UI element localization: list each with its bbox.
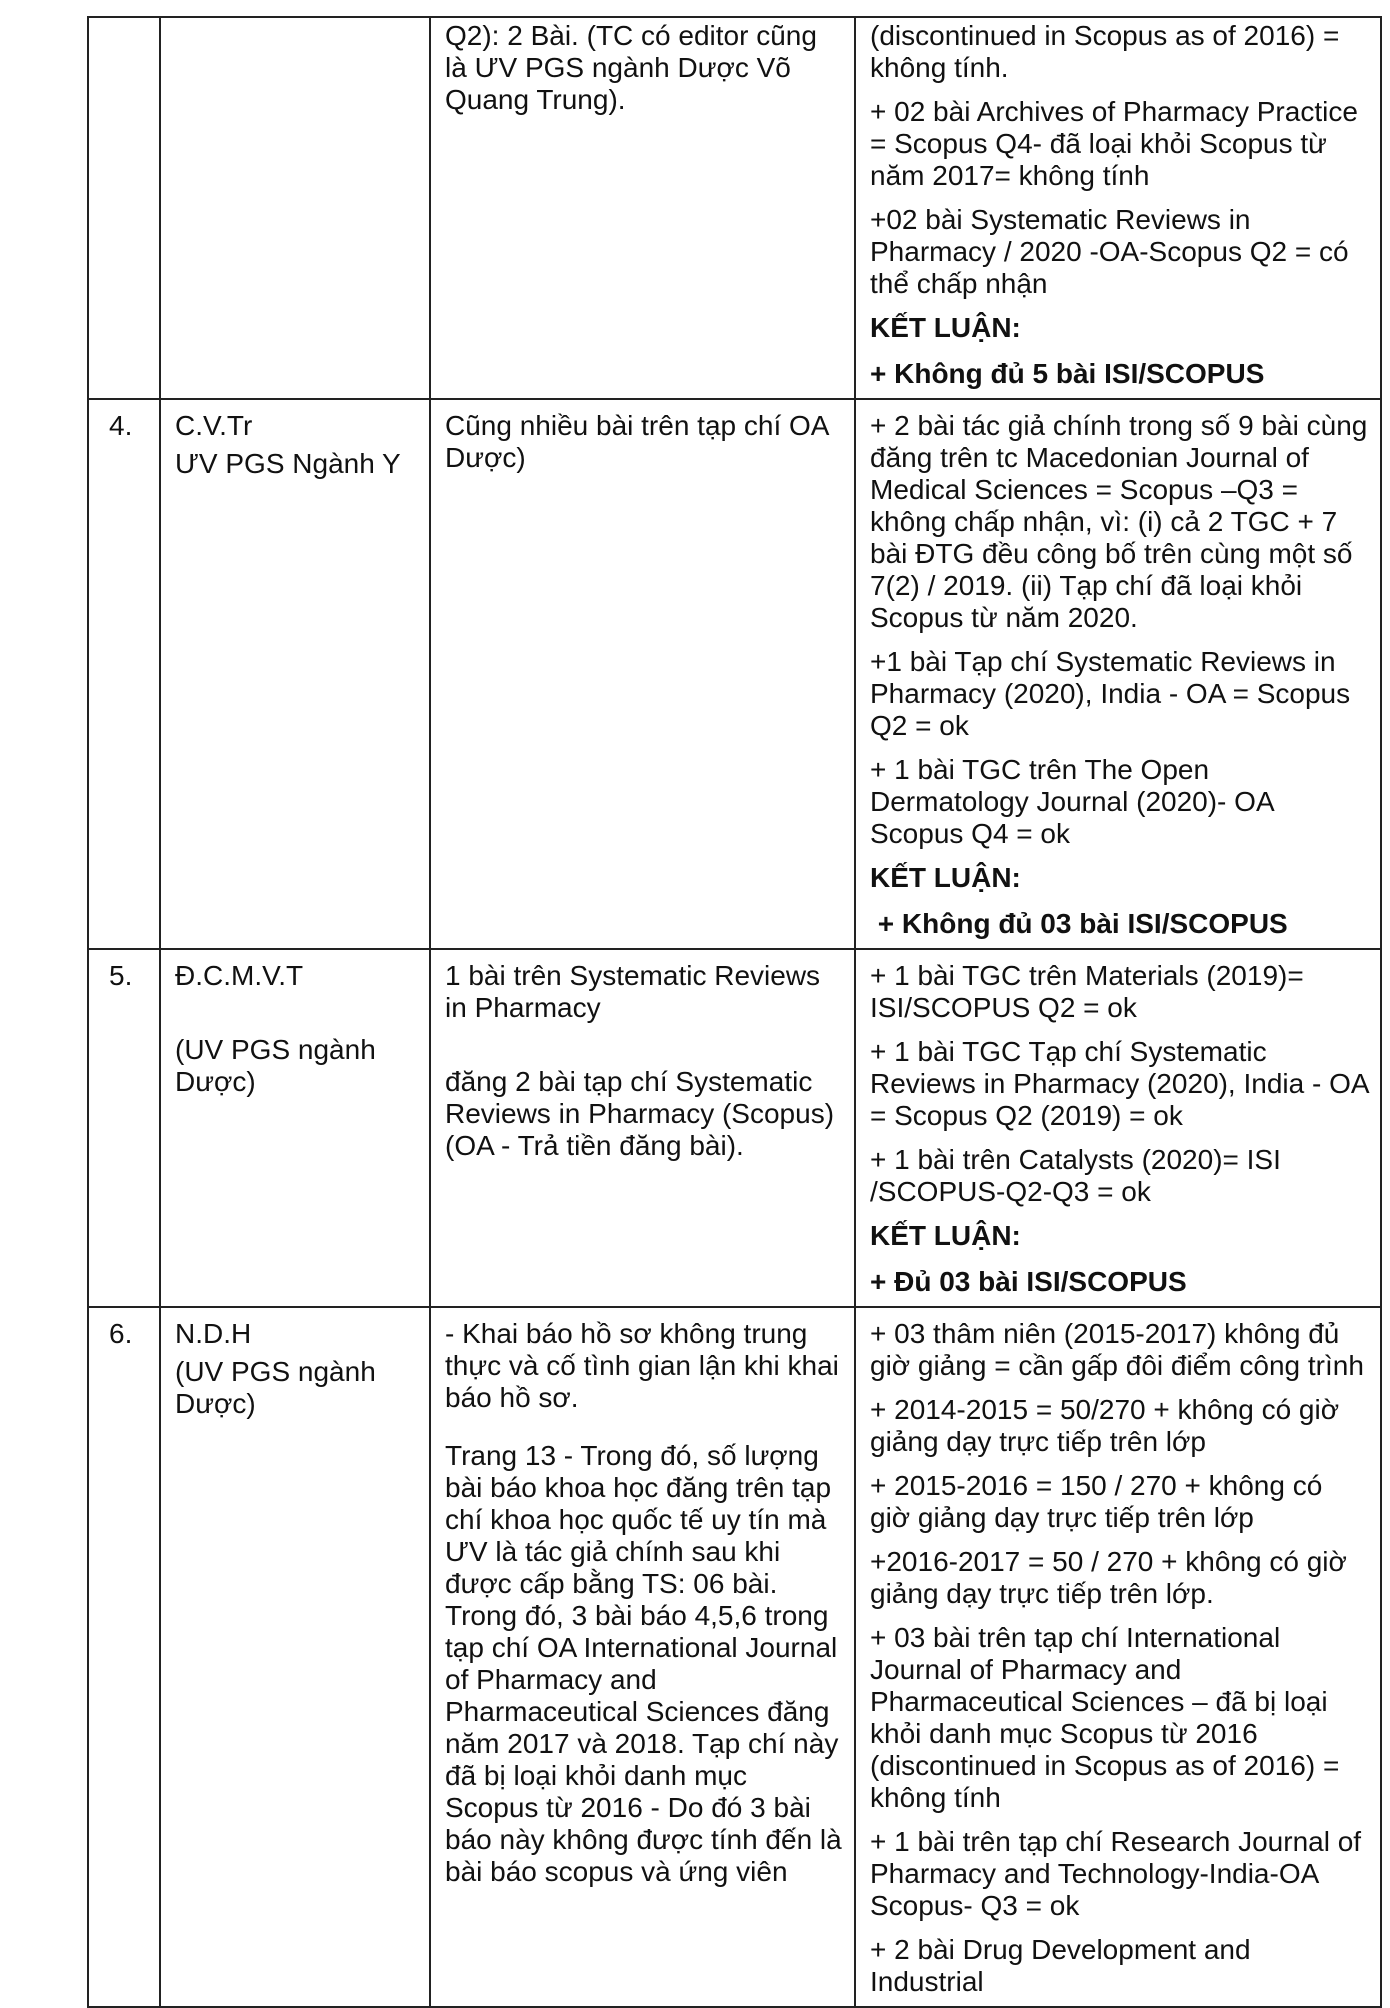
conclusion-text: + Không đủ 03 bài ISI/SCOPUS	[870, 908, 1288, 939]
conclusion-label: KẾT LUẬN:	[870, 862, 1021, 893]
candidate-code: C.V.Tr	[175, 410, 253, 441]
note-text: Cũng nhiều bài trên tạp chí OA Dược)	[445, 410, 828, 473]
evaluation-item: + 1 bài TGC Tạp chí Systematic Reviews in Pharmacy (2020), India - OA = Scopus Q2 (2019) = ok	[870, 1036, 1368, 1131]
candidate-cell	[160, 1307, 430, 2007]
candidate-cell	[160, 949, 430, 1307]
evaluation-cell	[855, 399, 1381, 949]
candidate-cell	[160, 399, 430, 949]
table-row	[88, 17, 1381, 399]
conclusion-text: + Không đủ 5 bài ISI/SCOPUS	[870, 358, 1265, 389]
evaluation-item: + 03 thâm niên (2015-2017) không đủ giờ giảng = cần gấp đôi điểm công trình	[870, 1318, 1364, 1381]
note-cell	[430, 399, 855, 949]
evaluation-item: + 2 bài tác giả chính trong số 9 bài cùng đăng trên tc Macedonian Journal of Medical Sciences = Scopus –Q3 = không chấp nhận, vì: (i) cả 2 TGC + 7 bài ĐTG đều công bố trên cùng một số 7(2) / 2019. (ii) Tạp chí đã loại khỏi Scopus từ năm 2020.	[870, 410, 1368, 633]
row-number: 5.	[109, 960, 133, 991]
row-number-cell	[88, 949, 160, 1307]
conclusion-text: + Đủ 03 bài ISI/SCOPUS	[870, 1266, 1187, 1297]
note-cell	[430, 17, 855, 399]
candidate-role: ƯV PGS Ngành Y	[175, 448, 401, 479]
evaluation-cell	[855, 17, 1381, 399]
row-number-cell	[88, 17, 160, 399]
row-number-cell	[88, 1307, 160, 2007]
row-number-cell	[88, 399, 160, 949]
evaluation-item: + 03 bài trên tạp chí International Journal of Pharmacy and Pharmaceutical Sciences – đã bị loại khỏi danh mục Scopus từ 2016 (discontinued in Scopus as of 2016) = không tính	[870, 1622, 1340, 1813]
evaluation-item: + 2 bài Drug Development and Industrial	[870, 1934, 1251, 1997]
note-text: - Khai báo hồ sơ không trung thực và cố tình gian lận khi khai báo hồ sơ.	[445, 1318, 839, 1413]
evaluation-item: + 1 bài TGC trên The Open Dermatology Journal (2020)- OA Scopus Q4 = ok	[870, 754, 1274, 849]
table-row	[88, 1307, 1381, 2007]
note-cell	[430, 949, 855, 1307]
evaluation-item: +2016-2017 = 50 / 270 + không có giờ giảng dạy trực tiếp trên lớp.	[870, 1546, 1347, 1609]
conclusion-label: KẾT LUẬN:	[870, 312, 1021, 343]
note-text: Q2): 2 Bài. (TC có editor cũng là ƯV PGS ngành Dược Võ Quang Trung).	[445, 20, 817, 115]
candidate-code: Đ.C.M.V.T	[175, 960, 304, 991]
evaluation-item: + 1 bài trên Catalysts (2020)= ISI /SCOPUS-Q2-Q3 = ok	[870, 1144, 1281, 1207]
note-cell	[430, 1307, 855, 2007]
evaluation-item: + 1 bài trên tạp chí Research Journal of Pharmacy and Technology-India-OA Scopus- Q3 = ok	[870, 1826, 1362, 1921]
evaluation-item: +1 bài Tạp chí Systematic Reviews in Pharmacy (2020), India - OA = Scopus Q2 = ok	[870, 646, 1351, 741]
evaluation-item: + 2014-2015 = 50/270 + không có giờ giảng dạy trực tiếp trên lớp	[870, 1394, 1340, 1457]
row-number: 4.	[109, 410, 133, 441]
evaluation-item: + 2015-2016 = 150 / 270 + không có giờ giảng dạy trực tiếp trên lớp	[870, 1470, 1323, 1533]
candidate-code: N.D.H	[175, 1318, 252, 1349]
row-number: 6.	[109, 1318, 133, 1349]
evaluation-item: (discontinued in Scopus as of 2016) = không tính.	[870, 20, 1340, 83]
evaluation-item: +02 bài Systematic Reviews in Pharmacy / 2020 -OA-Scopus Q2 = có thể chấp nhận	[870, 204, 1349, 299]
note-text: đăng 2 bài tạp chí Systematic Reviews in Pharmacy (Scopus) (OA - Trả tiền đăng bài).	[445, 1066, 835, 1161]
table-row	[88, 399, 1381, 949]
note-text: Trang 13 - Trong đó, số lượng bài báo khoa học đăng trên tạp chí khoa học quốc tế uy tín mà ƯV là tác giả chính sau khi được cấp bằng TS: 06 bài. Trong đó, 3 bài báo 4,5,6 trong tạp chí OA International Journal of Pharmacy and Pharmaceutical Sciences đăng năm 2017 và 2018. Tạp chí này đã bị loại khỏi danh mục Scopus từ 2016 - Do đó 3 bài báo này không được tính đến là bài báo scopus và ứng viên	[445, 1440, 842, 1887]
evaluation-item: + 1 bài TGC trên Materials (2019)= ISI/SCOPUS Q2 = ok	[870, 960, 1304, 1023]
evaluation-cell	[855, 1307, 1381, 2007]
candidate-role: (UV PGS ngành Dược)	[175, 1034, 376, 1097]
evaluation-cell	[855, 949, 1381, 1307]
evaluation-table	[87, 16, 1382, 2008]
conclusion-label: KẾT LUẬN:	[870, 1220, 1021, 1251]
candidate-role: (UV PGS ngành Dược)	[175, 1356, 376, 1419]
table-row	[88, 949, 1381, 1307]
evaluation-item: + 02 bài Archives of Pharmacy Practice = Scopus Q4- đã loại khỏi Scopus từ năm 2017= không tính	[870, 96, 1358, 191]
candidate-cell	[160, 17, 430, 399]
note-text: 1 bài trên Systematic Reviews in Pharmacy	[445, 960, 821, 1023]
